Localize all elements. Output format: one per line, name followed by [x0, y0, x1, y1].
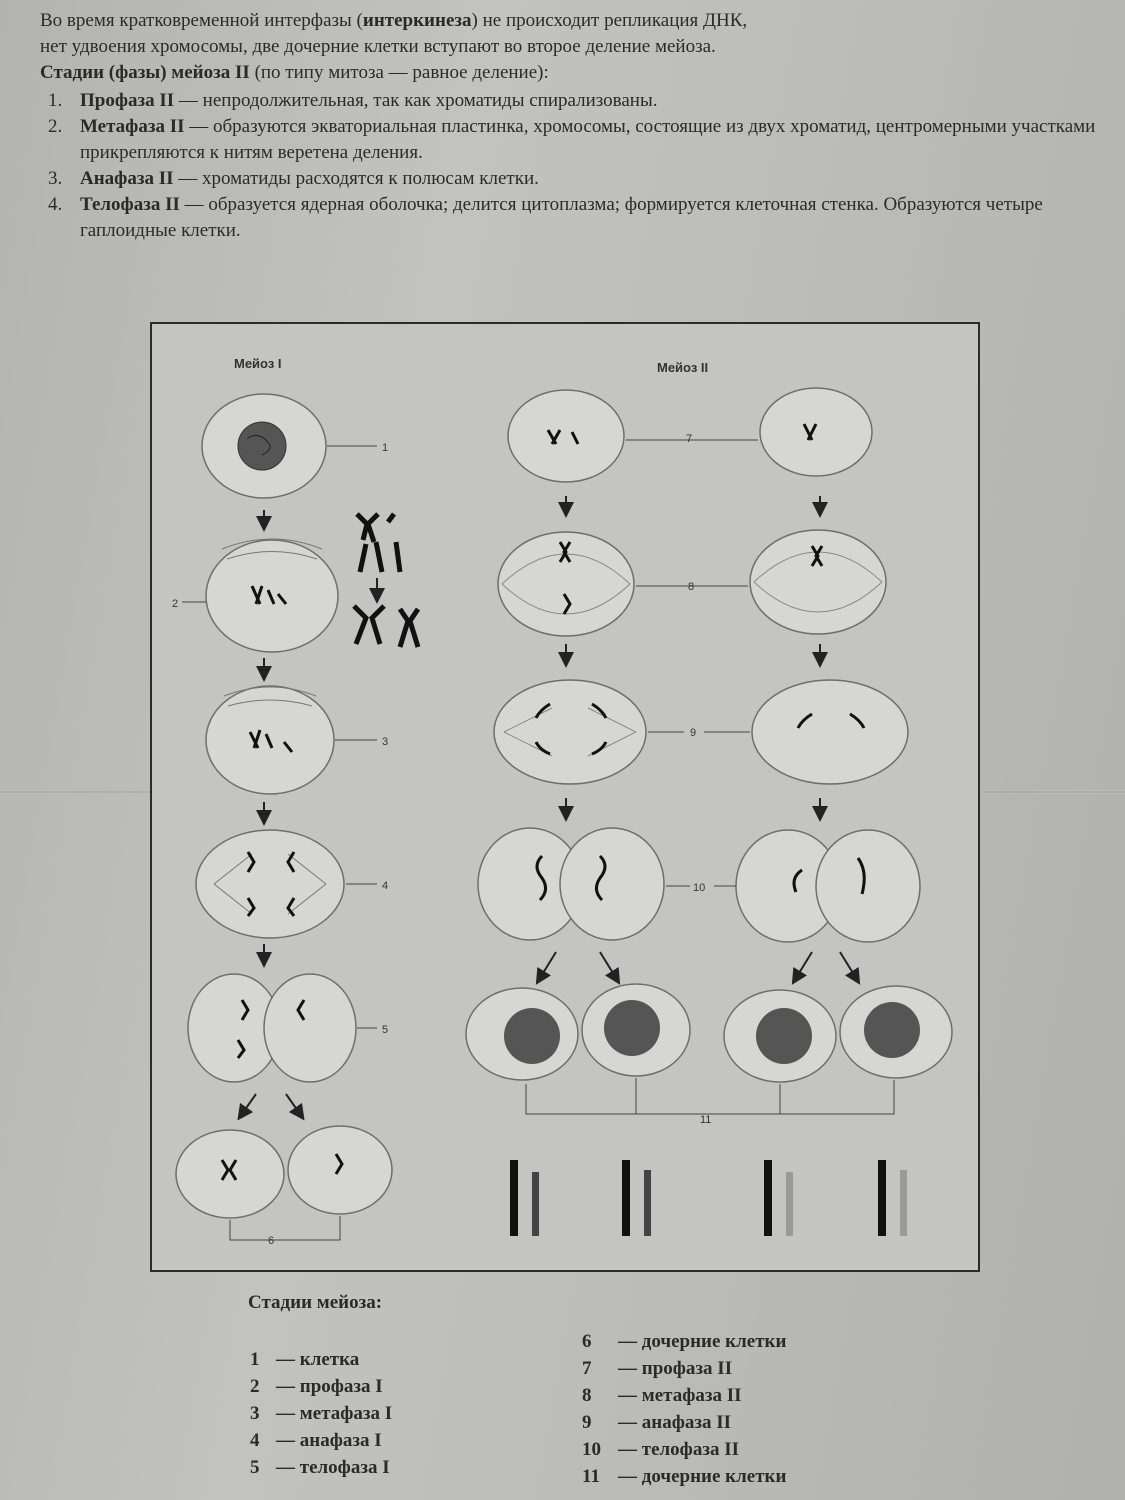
intro-p1-suffix: ) не происходит репликация ДНК, — [471, 10, 748, 31]
legend-number: 1 — [250, 1349, 260, 1370]
arrow-down-left — [540, 952, 556, 978]
intro-line-2: нет удвоения хромосомы, две дочерние клетки вступают во второе деление мейоза. — [40, 36, 716, 57]
legend-text: — метафаза II — [618, 1385, 742, 1406]
legend-item — [250, 1427, 392, 1454]
legend-text: — анафаза II — [618, 1412, 732, 1433]
label-2: 2 — [172, 598, 179, 610]
label-1: 1 — [382, 442, 389, 454]
arrow-down-right — [286, 1094, 300, 1114]
cell-metaphase-1 — [206, 686, 334, 794]
arrow-down-right — [840, 952, 856, 978]
legend-item — [250, 1346, 392, 1373]
meiosis-figure — [150, 322, 980, 1272]
stage-number: 3. — [48, 168, 63, 189]
label-5: 5 — [382, 1024, 389, 1036]
legend-number: 9 — [582, 1412, 592, 1433]
chromosome-pairs — [354, 514, 418, 647]
legend-number: 5 — [250, 1457, 260, 1478]
stage-number: 2. — [48, 116, 63, 137]
stage-name: Метафаза II — [80, 116, 185, 137]
legend-text: — профаза I — [276, 1376, 383, 1397]
stage-name: Анафаза II — [80, 168, 174, 189]
stage-text: — образуется ядерная оболочка; делится цитоплазма; формируется клеточная стенка. Образуются четыре гаплоидные клетки. — [80, 194, 1043, 241]
meiosis-diagram — [152, 324, 978, 1270]
legend-text: — дочерние клетки — [618, 1466, 787, 1487]
stages-heading-bold: Стадии (фазы) мейоза II — [40, 62, 250, 83]
legend-text: — дочерние клетки — [618, 1331, 787, 1352]
label-4: 4 — [382, 880, 389, 892]
stage-number: 1. — [48, 90, 63, 111]
intro-line-1 — [40, 8, 1110, 34]
stage-item — [40, 88, 1110, 114]
legend-title: Стадии мейоза: — [248, 1292, 383, 1313]
stages-list — [40, 88, 1110, 244]
legend-text: — клетка — [276, 1349, 360, 1370]
legend-number: 8 — [582, 1385, 592, 1406]
legend-text: — телофаза I — [276, 1457, 390, 1478]
legend-number: 7 — [582, 1358, 592, 1379]
chromosome-bars — [510, 1160, 907, 1236]
legend-item — [250, 1400, 392, 1427]
label-6: 6 — [268, 1235, 275, 1247]
legend-number: 2 — [250, 1376, 260, 1397]
label-10: 10 — [693, 882, 706, 894]
stage-text: — образуются экваториальная пластинка, хромосомы, состоящие из двух хроматид, центромерными участками прикрепляются к нитям веретена деления. — [80, 116, 1096, 163]
stage-item — [40, 114, 1110, 166]
legend-text: — профаза II — [618, 1358, 733, 1379]
stage-item — [40, 192, 1110, 244]
meiosis1-title: Мейоз I — [234, 356, 282, 371]
legend-number: 11 — [582, 1466, 600, 1487]
stage-name: Телофаза II — [80, 194, 180, 215]
intro-p1-bold: интеркинеза — [362, 10, 472, 31]
legend-item — [582, 1355, 786, 1382]
arrow-down-right — [600, 952, 616, 978]
legend-right-column — [582, 1328, 786, 1490]
bracket-11 — [526, 1078, 894, 1114]
legend-text: — анафаза I — [276, 1430, 382, 1451]
label-11: 11 — [700, 1114, 712, 1126]
legend-item — [582, 1409, 786, 1436]
legend-item — [582, 1463, 786, 1490]
daughter-cells-2 — [466, 984, 952, 1082]
legend-item — [582, 1328, 786, 1355]
bracket-6 — [230, 1216, 340, 1240]
legend-number: 4 — [250, 1430, 260, 1451]
intro-p1-prefix: Во время кратковременной интерфазы ( — [40, 10, 363, 31]
legend-item — [582, 1436, 786, 1463]
legend-left-column — [250, 1346, 392, 1481]
stages-heading-rest: (по типу митоза — равное деление): — [249, 62, 549, 83]
cell-interphase — [202, 394, 326, 498]
legend-item — [582, 1382, 786, 1409]
stage-text: — хроматиды расходятся к полюсам клетки. — [173, 168, 539, 189]
legend-number: 3 — [250, 1403, 260, 1424]
legend-item — [250, 1454, 392, 1481]
legend-number: 6 — [582, 1331, 592, 1352]
arrow-down-left — [242, 1094, 256, 1114]
arrow-down-left — [796, 952, 812, 978]
label-9: 9 — [690, 727, 697, 739]
stage-item — [40, 166, 1110, 192]
legend-text: — телофаза II — [618, 1439, 739, 1460]
legend-item — [250, 1373, 392, 1400]
meiosis2-title: Мейоз II — [657, 360, 709, 375]
stage-number: 4. — [48, 194, 63, 215]
cell-anaphase-1 — [196, 830, 344, 938]
legend-text: — метафаза I — [276, 1403, 393, 1424]
stage-name: Профаза II — [80, 90, 175, 111]
intro-text — [40, 8, 1110, 244]
label-3: 3 — [382, 736, 389, 748]
cells-anaphase-2 — [494, 680, 908, 784]
legend-number: 10 — [582, 1439, 601, 1460]
stage-text: — непродолжительная, так как хроматиды спирализованы. — [174, 90, 658, 111]
label-7: 7 — [686, 433, 693, 445]
cell-telophase-1 — [188, 974, 356, 1082]
stages-heading — [40, 60, 1110, 86]
daughter-cells-1 — [176, 1126, 392, 1218]
label-8: 8 — [688, 581, 695, 593]
cell-prophase-1 — [206, 539, 338, 652]
